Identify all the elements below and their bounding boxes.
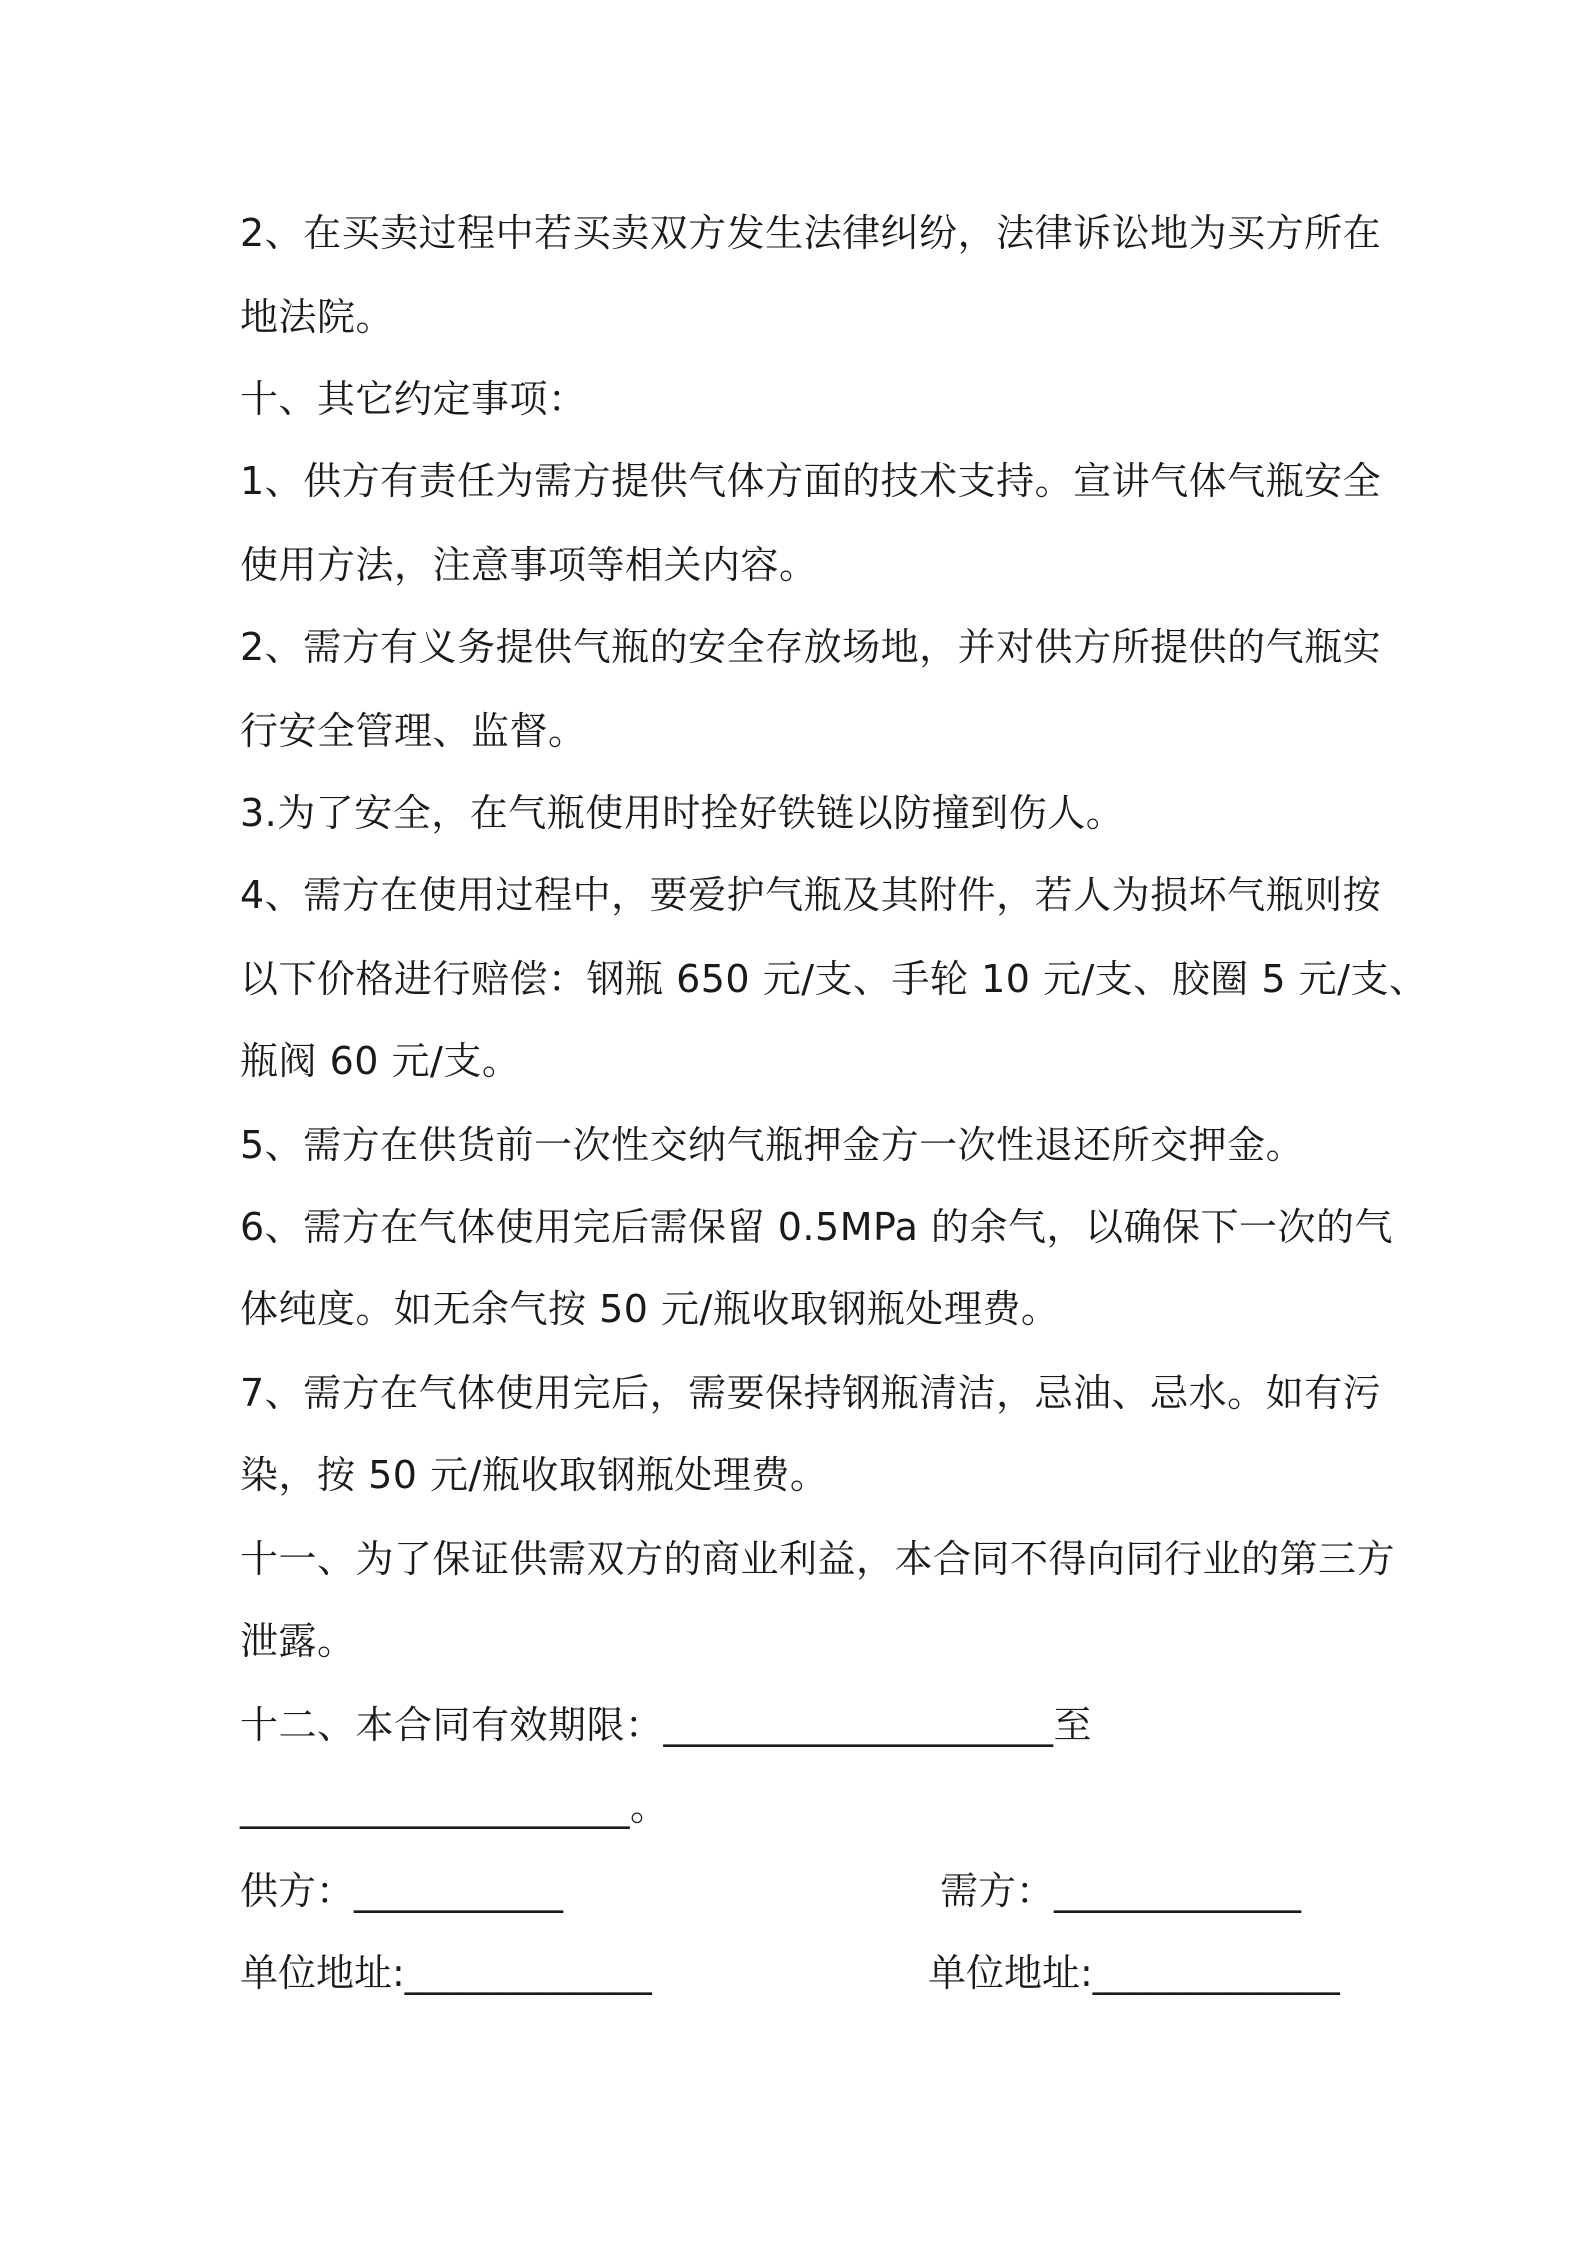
paragraph-line-20: ____________________。 <box>240 1785 669 1829</box>
section-heading-11: 十一、为了保证供需双方的商业利益，本合同不得向同行业的第三方 <box>240 1537 1396 1581</box>
supplier-label: 供方：___________ <box>240 1869 564 1913</box>
paragraph-line-18: 泄露。 <box>240 1619 356 1663</box>
paragraph-line-1: 2、在买卖过程中若买卖双方发生法律纠纷，法律诉讼地为买方所在 <box>240 211 1382 255</box>
buyer-label: 需方：_____________ <box>940 1869 1302 1913</box>
paragraph-line-11: 瓶阀 60 元/支。 <box>240 1039 521 1083</box>
paragraph-line-15: 7、需方在气体使用完后，需要保持钢瓶清洁，忌油、忌水。如有污 <box>240 1371 1382 1415</box>
paragraph-line-12: 5、需方在供货前一次性交纳气瓶押金方一次性退还所交押金。 <box>240 1123 1305 1167</box>
paragraph-line-10: 以下价格进行赔偿：钢瓶 650 元/支、手轮 10 元/支、胶圈 5 元/支、 <box>240 957 1428 1001</box>
section-heading-10: 十、其它约定事项： <box>240 377 587 421</box>
buyer-address: 单位地址:_____________ <box>928 1951 1340 1995</box>
paragraph-line-6: 2、需方有义务提供气瓶的安全存放场地，并对供方所提供的气瓶实 <box>240 625 1382 669</box>
paragraph-line-9: 4、需方在使用过程中，要爱护气瓶及其附件，若人为损坏气瓶则按 <box>240 873 1382 917</box>
paragraph-line-5: 使用方法，注意事项等相关内容。 <box>240 543 818 587</box>
paragraph-line-4: 1、供方有责任为需方提供气体方面的技术支持。宣讲气体气瓶安全 <box>240 459 1382 503</box>
paragraph-line-8: 3.为了安全，在气瓶使用时拴好铁链以防撞到伤人。 <box>240 791 1125 835</box>
supplier-address: 单位地址:_____________ <box>240 1951 652 1995</box>
paragraph-line-14: 体纯度。如无余气按 50 元/瓶收取钢瓶处理费。 <box>240 1287 1060 1331</box>
section-heading-12: 十二、本合同有效期限：____________________至 <box>240 1703 1093 1747</box>
paragraph-line-7: 行安全管理、监督。 <box>240 709 587 753</box>
paragraph-line-2: 地法院。 <box>240 295 395 339</box>
paragraph-line-16: 染，按 50 元/瓶收取钢瓶处理费。 <box>240 1453 829 1497</box>
paragraph-line-13: 6、需方在气体使用完后需保留 0.5MPa 的余气，以确保下一次的气 <box>240 1205 1394 1249</box>
